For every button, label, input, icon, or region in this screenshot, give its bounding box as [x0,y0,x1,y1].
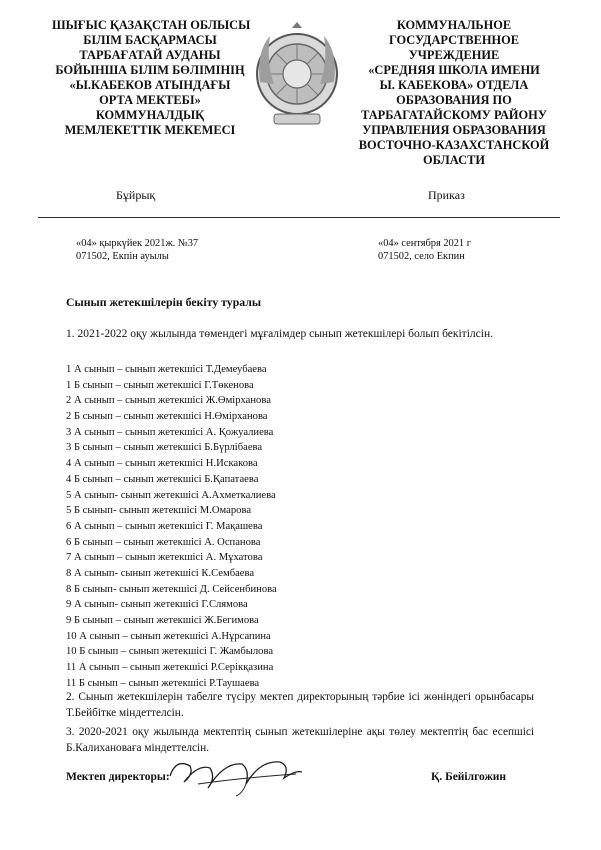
header-right-line: ВОСТОЧНО-КАЗАХСТАНСКОЙ [358,138,550,152]
header-left-line: ТАРБАҒАТАЙ АУДАНЫ [79,48,221,62]
header-left-line: ОРТА МЕКТЕБІ» [99,93,201,107]
header-right-line: ГОСУДАРСТВЕННОЕ [388,33,520,47]
order-word-kazakh: Бұйрық [116,188,156,202]
date-block-kazakh [76,237,198,263]
state-emblem-icon [252,22,342,134]
list-item: 1 Б сынып – сынып жетекшісі Г.Төкенова [66,379,254,391]
header-divider [38,217,560,218]
header-right-line: ОБРАЗОВАНИЯ ПО [396,93,512,107]
header-right-line: Ы. КАБЕКОВА» ОТДЕЛА [379,78,529,92]
list-item: 9 А сынып- сынып жетекшісі Г.Слямова [66,599,248,611]
document-subject: Сынып жетекшілерін бекіту туралы [66,295,262,309]
list-item: 4 А сынып – сынып жетекшісі Н.Искакова [66,458,258,470]
date-kazakh: «04» қыркүйек 2021ж. №37 [76,238,199,249]
header-right-line: УПРАВЛЕНИЯ ОБРАЗОВАНИЯ [362,123,546,137]
date-russian: «04» сентября 2021 г [378,238,471,249]
list-item: 11 А сынып – сынып жетекшісі Р.Серікқазина [66,662,274,674]
list-item: 3 А сынып – сынып жетекшісі А. Қожуалиева [66,426,274,438]
list-item: 6 Б сынып – сынып жетекшісі А. Оспанова [66,536,261,548]
list-item: 4 Б сынып – сынып жетекшісі Б.Қапатаева [66,473,259,485]
handwritten-signature-icon [150,744,310,799]
list-item: 10 А сынып – сынып жетекшісі А.Нұрсапина [66,630,271,642]
list-item: 8 Б сынып- сынып жетекшісі Д. Сейсенбинова [66,583,277,595]
list-item: 5 А сынып- сынып жетекшісі А.Ахметкалиева [66,489,276,501]
list-item: 10 Б сынып – сынып жетекшісі Г. Жамбылова [66,646,274,658]
list-item: 11 Б сынып – сынып жетекшісі Р.Таушаева [66,677,260,689]
header-right-line: ТАРБАГАТАЙСКОМУ РАЙОНУ [361,108,547,122]
director-title: Мектеп директоры: [66,771,170,783]
place-kazakh: 071502, Екпін ауылы [76,251,169,262]
list-item: 2 Б сынып – сынып жетекшісі Н.Өмірханова [66,411,268,423]
list-item: 8 А сынып- сынып жетекшісі К.Сембаева [66,567,255,579]
director-name: Қ. Бейілгожин [431,771,507,783]
list-item: 2 А сынып – сынып жетекшісі Ж.Өмірханова [66,395,271,407]
date-block-russian [378,237,471,263]
header-left-line: МЕМЛЕКЕТТІК МЕКЕМЕСІ [64,123,236,137]
place-russian: 071502, село Екпин [378,251,465,262]
header-left-line: «Ы.КАБЕКОВ АТЫНДАҒЫ [69,78,231,92]
order-word-russian: Приказ [428,188,465,202]
header-right-line: УЧРЕЖДЕНИЕ [408,48,500,62]
list-item: 7 А сынып – сынып жетекшісі А. Мұхатова [66,552,263,564]
list-item: 9 Б сынып – сынып жетекшісі Ж.Бегимова [66,615,259,626]
list-item: 3 Б сынып – сынып жетекшісі Б.Бүрлібаева [66,442,263,454]
order-point-1: 1. 2021-2022 оқу жылында төмендегі мұғалімдер сынып жетекшілері болып бекітілсін. [66,328,493,340]
list-item: 5 Б сынып- сынып жетекшісі М.Омарова [66,505,252,517]
teacher-list [66,362,277,691]
header-left-kazakh [52,18,251,138]
header-left-line: БОЙЫНША БІЛІМ БӨЛІМІНІҢ [55,63,245,77]
order-point-3: 3. 2020-2021 оқу жылында мектептің сынып жетекшілеріне ақы төлеу мектептің бас есепшісі Б.Калихановаға міндеттелсін. [66,726,534,754]
header-right-line: «СРЕДНЯЯ ШКОЛА ИМЕНИ [368,63,540,77]
list-item: 1 А сынып – сынып жетекшісі Т.Демеубаева [66,364,267,375]
list-item: 6 А сынып – сынып жетекшісі Г. Мақашева [66,520,263,532]
header-left-line: ШЫҒЫС ҚАЗАҚСТАН ОБЛЫСЫ [52,18,251,32]
order-point-2: 2. Сынып жетекшілерін табелге түсіру мектеп директорының тәрбие ісі жөніндегі орынбасары Т.Бейбітке міндеттелсін. [66,691,534,719]
header-right-russian [354,18,554,168]
header-left-line: КОММУНАЛДЫҚ [95,108,205,122]
header-right-line: КОММУНАЛЬНОЕ [396,18,512,32]
header-right-line: ОБЛАСТИ [423,153,485,167]
header-left-line: БІЛІМ БАСҚАРМАСЫ [83,33,217,47]
